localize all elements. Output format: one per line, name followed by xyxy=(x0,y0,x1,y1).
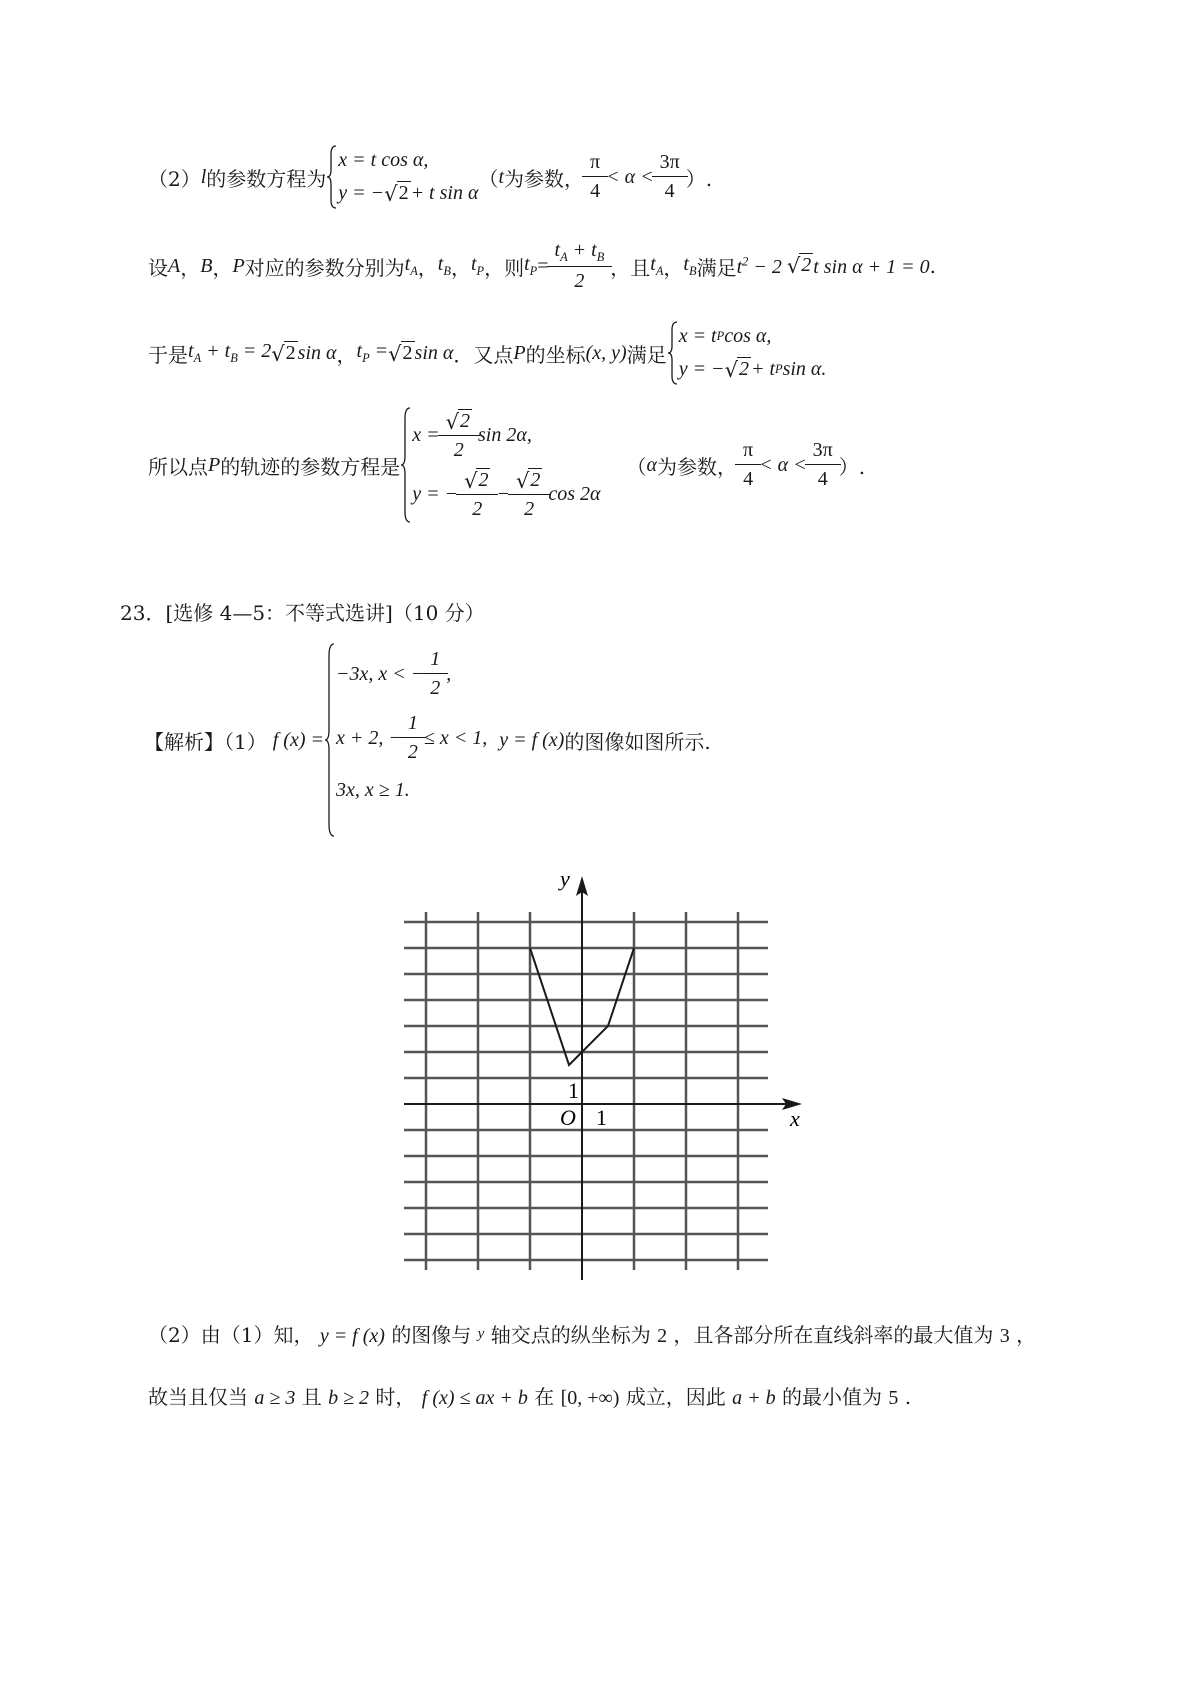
piece-1: −3x, x < − $\frac{1}{2}$ , xyxy=(335,648,452,699)
x-axis-label: x xyxy=(790,1106,800,1131)
line-parametric-l: （2） l 的参数方程为 x = t cos α, y = − √ 2 + t sin α （ t 为参数， $\frac{\pi}{4}$ < α < $\frac{3\pi}{4}$ ）. xyxy=(148,142,712,212)
fraction: $\frac{\pi}{4}$ xyxy=(739,439,757,491)
solution-part-2-line-1: （2）由（1）知， y = f (x) 的图像与 $^y$ 轴交点的纵坐标为 2 ，且各部分所在直线斜率的最大值为 3 ， xyxy=(148,1323,1037,1347)
line-parameters: 设 A ， B ， P 对应的参数分别为 $t_A$ ， $t_B$ ， $t_P$ ，则 $t_P$ = $\frac{t_A + t_B}{2}$ ，且 $t_A$ ， $t_B$ 满足 $t^2 - 2$ √ 2 t sin α + 1 = 0 . xyxy=(148,238,936,293)
system-row-1: x = t cos α, xyxy=(338,148,429,171)
fraction: $\frac{\pi}{4}$ xyxy=(586,151,604,203)
y-tick-label: 1 xyxy=(568,1078,579,1103)
t-b: $t_B$ xyxy=(437,253,451,278)
quadratic-equation: $t^2 - 2$ √ 2 t sin α + 1 = 0 xyxy=(736,254,930,278)
line-trajectory-p: 所以点 P 的轨迹的参数方程是 x = √ 2 2 sin 2α, y = − √ 2 2 − √ 2 2 cos 2α （ α 为参数， $\frac{\pi}{4}$ < α < $\frac{3\pi}{4}$ ）. xyxy=(148,405,865,525)
origin-label: O xyxy=(560,1105,576,1130)
piece-3: 3x, x ≥ 1. xyxy=(335,778,410,801)
problem-23-heading: 23．[选修 4—5：不等式选讲]（10 分） xyxy=(120,601,485,625)
x-tick-label: 1 xyxy=(596,1105,607,1130)
line-point-p-coordinates: 于是 $t_A + t_B = 2$ √ 2 sin α ， $t_P$ = √ 2 sin α ．又点 P 的坐标 (x, y) 满足 x = t P cos α, y = − √ 2 + t P sin α. xyxy=(148,318,826,388)
t-a: $t_A$ xyxy=(404,253,418,278)
piece-2: x + 2, − $\frac{1}{2}$ ≤ x < 1, xyxy=(335,712,488,763)
fraction: $\frac{3\pi}{4}$ xyxy=(809,439,837,491)
system-row-1: x = t P cos α, xyxy=(678,324,772,347)
y-axis-label: y xyxy=(560,866,570,891)
system-row-2: y = − √ 2 + t P sin α. xyxy=(678,357,827,383)
system-row-2: y = − √ 2 + t sin α xyxy=(338,181,479,207)
text: 的参数方程为 xyxy=(206,166,327,191)
t-p: $t_P$ xyxy=(470,253,485,278)
fraction: $\frac{t_A + t_B}{2}$ xyxy=(551,239,609,293)
solution-piecewise-function: 【解析】（1） f (x) = −3x, x < − $\frac{1}{2}$ , x + 2, − $\frac{1}{2}$ ≤ x < 1, 3x, x ≥ 1. y = f (x) 的图像如图所示. xyxy=(144,640,711,840)
grid-horizontal-lines xyxy=(404,922,768,1260)
line-l-symbol: l xyxy=(200,165,207,188)
system-row-1: x = √ 2 2 sin 2α, xyxy=(412,410,532,461)
system-row-2: y = − √ 2 2 − √ 2 2 cos 2α xyxy=(412,469,601,520)
fraction: $\frac{3\pi}{4}$ xyxy=(656,151,684,203)
part-label: （2） xyxy=(148,166,201,191)
solution-part-2-line-2: 故当且仅当 a ≥ 3 且 b ≥ 2 时， f (x) ≤ ax + b 在 [0, +∞) 成立，因此 a + b 的最小值为 5 . xyxy=(148,1385,912,1409)
